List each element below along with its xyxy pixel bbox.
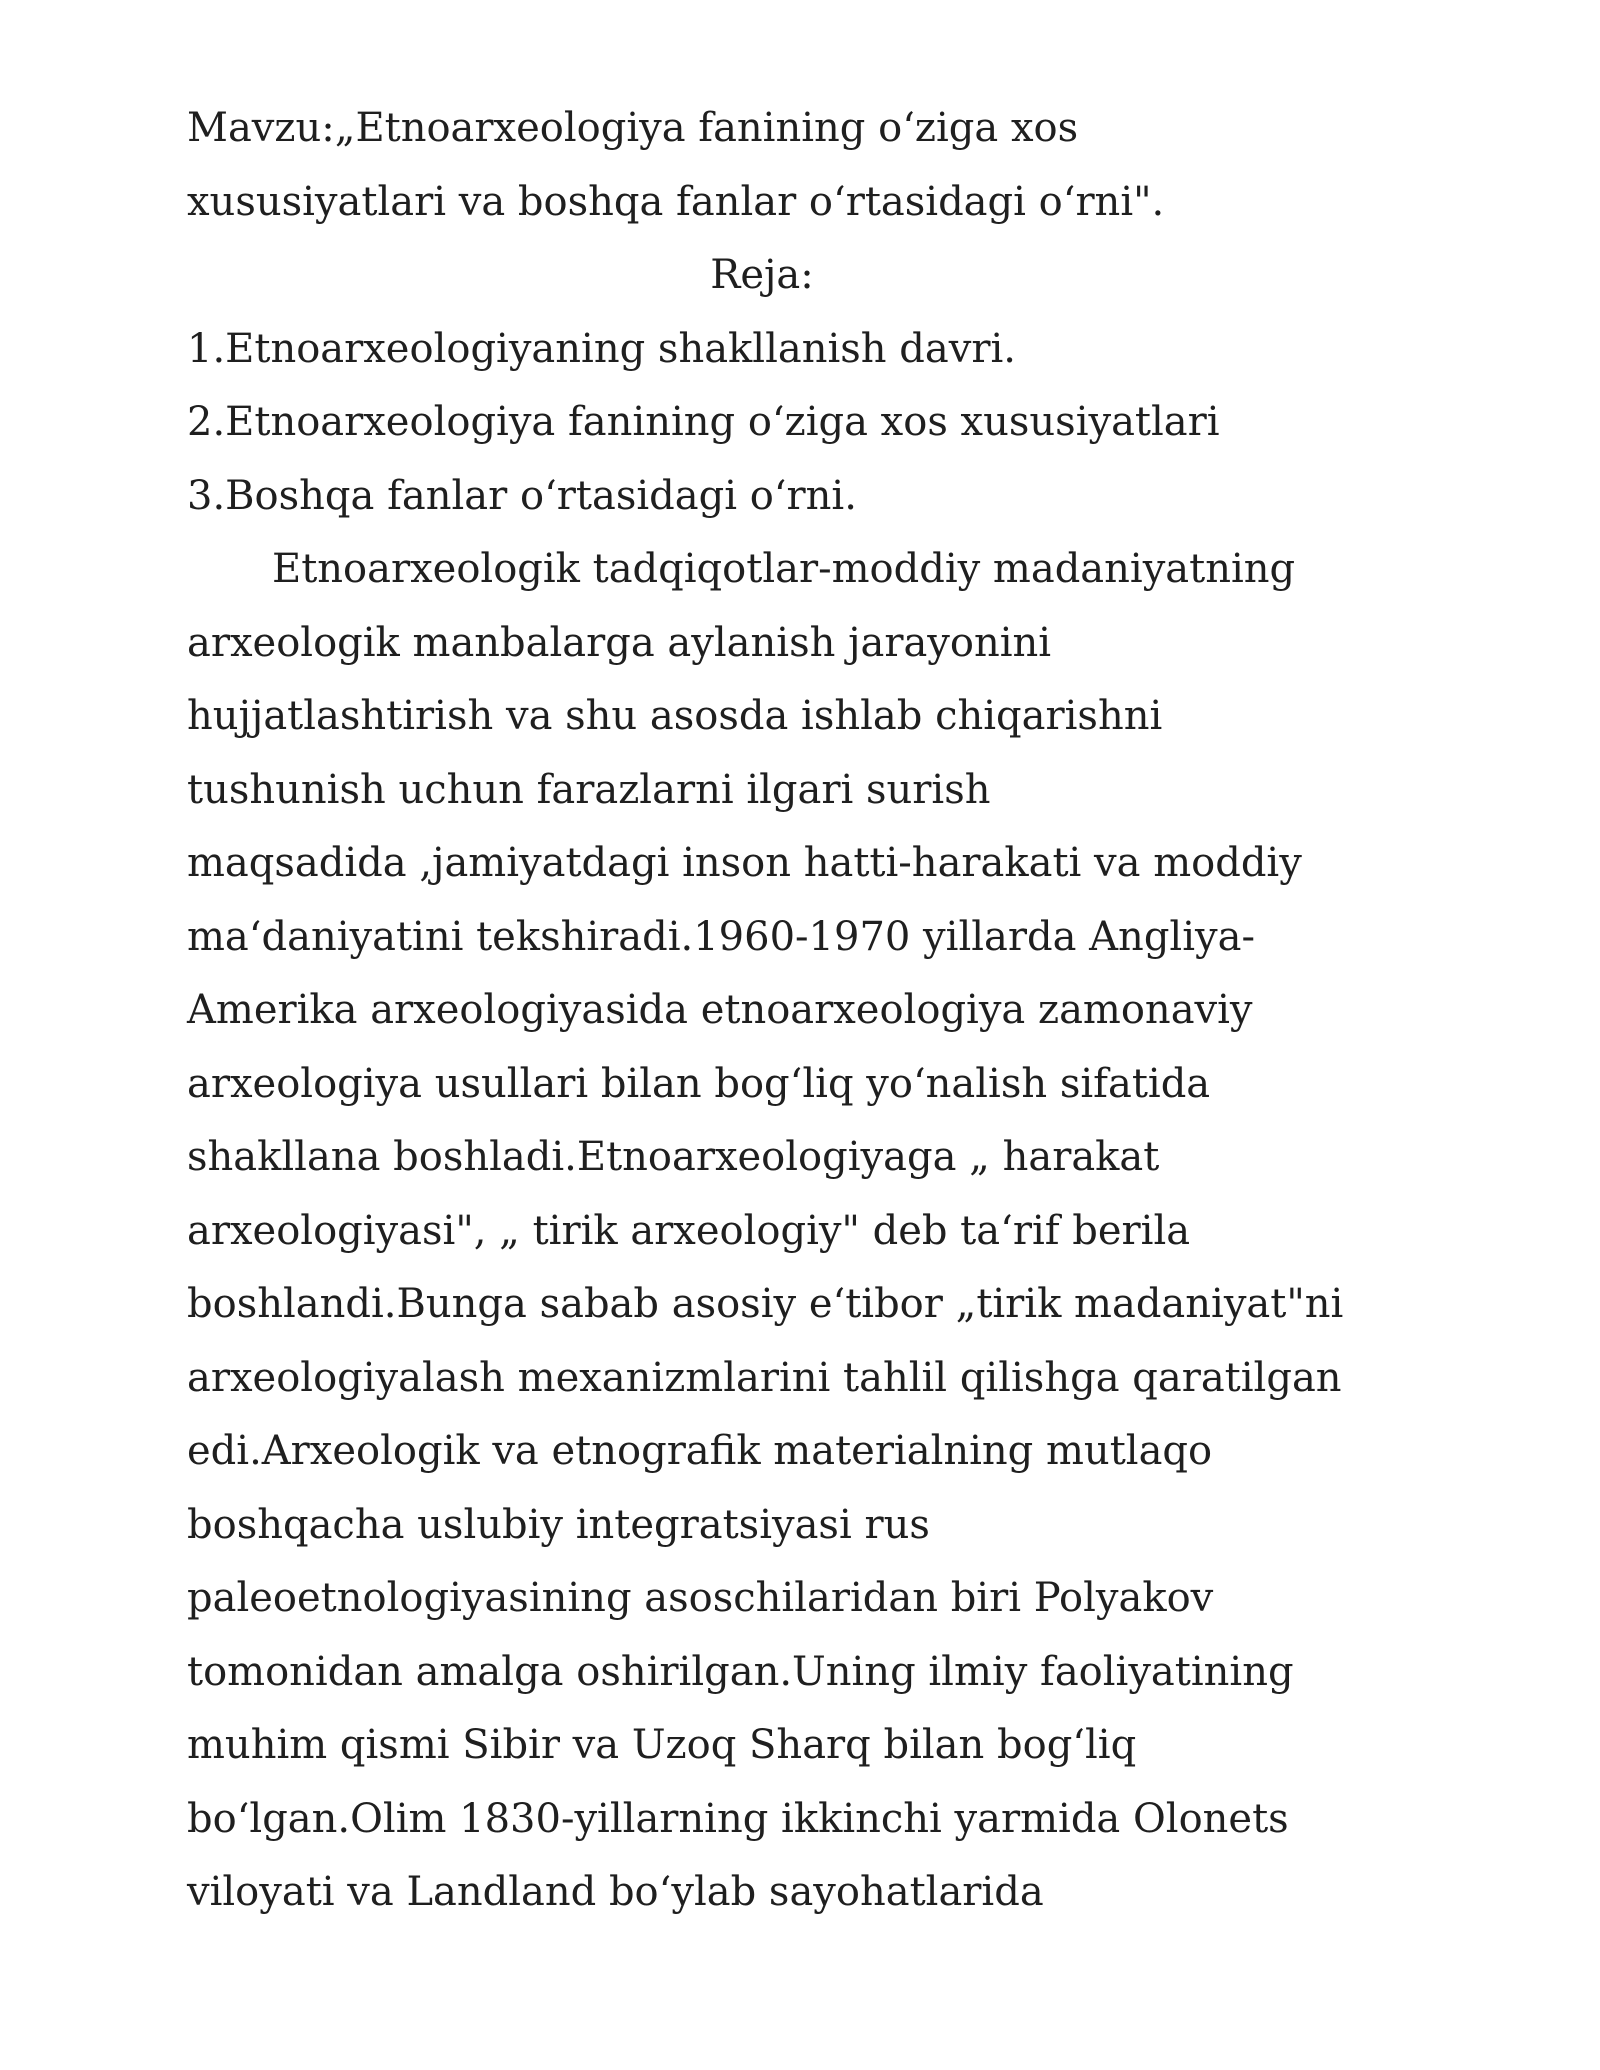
body-line: arxeologiya usullari bilan bog‘liq yo‘nalish sifatida xyxy=(187,1060,1211,1107)
body-line: boshqacha uslubiy integratsiyasi rus xyxy=(187,1501,930,1548)
body-line: maqsadida ,jamiyatdagi inson hatti-harakati va moddiy xyxy=(187,840,1302,886)
plan-item-1: 1.Etnoarxeologiyaning shakllanish davri. xyxy=(187,325,1016,372)
body-line: paleoetnologiyasining asoschilaridan biri Polyakov xyxy=(187,1575,1214,1621)
document-page xyxy=(187,92,1447,1930)
plan-item-2: 2.Etnoarxeologiya fanining o‘ziga xos xususiyatlari xyxy=(187,399,1220,445)
body-line: arxeologik manbalarga aylanish jarayonini xyxy=(187,619,1052,666)
title-line-2: xususiyatlari va boshqa fanlar o‘rtasidagi o‘rni". xyxy=(187,178,1165,225)
title-line-1: Mavzu:„Etnoarxeologiya fanining o‘ziga xos xyxy=(187,105,1079,151)
body-line: shakllana boshladi.Etnoarxeologiyaga „ harakat xyxy=(187,1134,1160,1180)
body-line: Amerika arxeologiyasida etnoarxeologiya zamonaviy xyxy=(187,987,1253,1033)
body-line: arxeologiyasi", „ tirik arxeologiy" deb ta‘rif berila xyxy=(187,1207,1191,1254)
body-line: boshlandi.Bunga sabab asosiy e‘tibor „tirik madaniyat"ni xyxy=(187,1281,1344,1327)
body-line: Etnoarxeologik tadqiqotlar-moddiy madaniyatning xyxy=(272,546,1296,592)
plan-heading: Reja: xyxy=(710,252,814,298)
body-line: tomonidan amalga oshirilgan.Uning ilmiy faoliyatining xyxy=(187,1648,1294,1695)
body-line: bo‘lgan.Olim 1830-yillarning ikkinchi yarmida Olonets xyxy=(187,1795,1289,1842)
body-line: edi.Arxeologik va etnografik materialning mutlaqo xyxy=(187,1428,1213,1474)
plan-item-3: 3.Boshqa fanlar o‘rtasidagi o‘rni. xyxy=(187,472,857,519)
body-line: hujjatlashtirish va shu asosda ishlab chiqarishni xyxy=(187,693,1163,739)
body-line: ma‘daniyatini tekshiradi.1960-1970 yillarda Angliya- xyxy=(187,913,1255,960)
body-line: arxeologiyalash mexanizmlarini tahlil qilishga qaratilgan xyxy=(187,1354,1342,1401)
body-line: tushunish uchun farazlarni ilgari surish xyxy=(187,766,991,813)
body-line: muhim qismi Sibir va Uzoq Sharq bilan bog‘liq xyxy=(187,1722,1137,1768)
body-line: viloyati va Landland bo‘ylab sayohatlarida xyxy=(187,1869,1044,1915)
